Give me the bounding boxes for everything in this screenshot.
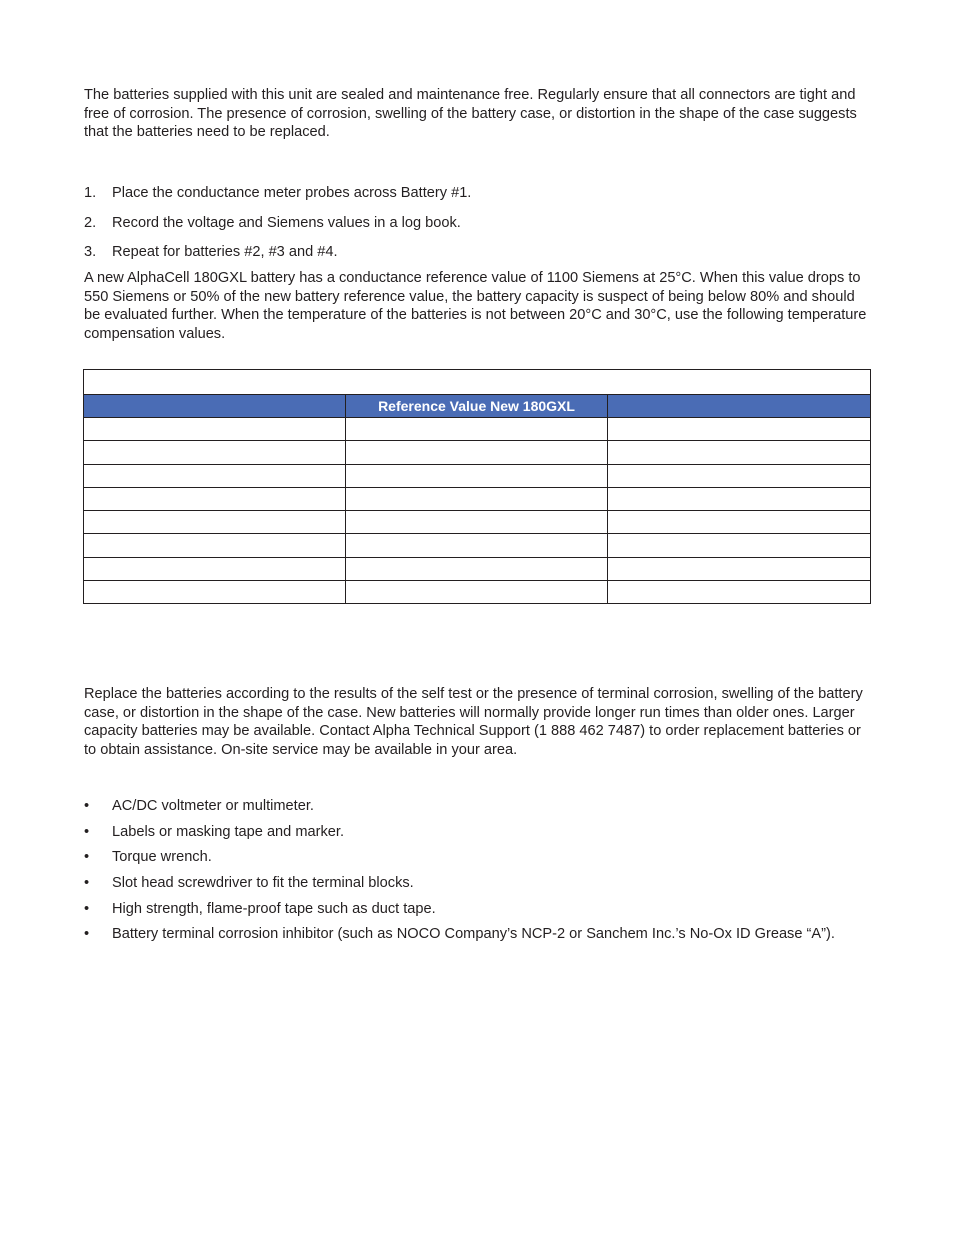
table-cell [84,511,346,534]
tool-list-item [84,823,869,842]
table-cell [84,557,346,580]
bullet-marker: • [84,875,90,891]
table-cell [84,441,346,464]
bullet-marker: • [84,824,90,840]
table-cell [84,418,346,441]
table-cell [608,557,871,580]
tool-text: Torque wrench. [112,849,212,865]
table-row [84,511,871,534]
bullet-marker: • [84,901,90,917]
tool-text: High strength, flame-proof tape such as duct tape. [112,901,436,917]
table-row [84,581,871,604]
table-row [84,464,871,487]
table-cell [84,581,346,604]
table-cell [608,581,871,604]
step-text: Record the voltage and Siemens values in a log book. [112,215,461,231]
table-cell [346,557,608,580]
step-item [84,184,869,203]
table-cell [608,511,871,534]
tool-list-item [84,925,869,944]
tool-text: Battery terminal corrosion inhibitor (such as NOCO Company’s NCP-2 or Sanchem Inc.’s No-Ox ID Grease “A”). [112,926,835,942]
bullet-marker: • [84,926,90,942]
table-cell [346,418,608,441]
table-cell [346,581,608,604]
intro-paragraph: The batteries supplied with this unit are sealed and maintenance free. Regularly ensure that all connectors are tight and free of corrosion. The presence of corrosion, swelling of the battery case, or distortion in the shape of the case suggests that the batteries need to be replaced. [84,87,857,140]
table-cell [346,464,608,487]
table-cell [608,418,871,441]
table-header-row [84,395,871,418]
table-row [84,487,871,510]
table-cell [84,487,346,510]
conductance-paragraph: A new AlphaCell 180GXL battery has a conductance reference value of 1100 Siemens at 25°C. When this value drops to 550 Siemens or 50% of the new battery reference value, the battery capacity is suspect of being below 80% and should be evaluated further. When the temperature of the batteries is not between 20°C and 30°C, use the following temperature compensation values. [84,270,867,342]
table-title-row [84,370,871,395]
step-text: Repeat for batteries #2, #3 and #4. [112,244,338,260]
table-row [84,557,871,580]
table-header-cell [84,395,346,418]
step-text: Place the conductance meter probes across Battery #1. [112,185,472,201]
bullet-marker: • [84,849,90,865]
tool-text: AC/DC voltmeter or multimeter. [112,798,314,814]
table-cell [346,534,608,557]
table-cell [608,464,871,487]
step-number: 3. [84,244,97,260]
table-cell [346,511,608,534]
table-row [84,534,871,557]
table-header-cell: Reference Value New 180GXL [346,395,608,418]
tool-list-item [84,797,869,816]
table-cell [608,487,871,510]
tool-text: Slot head screwdriver to fit the terminal blocks. [112,875,414,891]
step-item [84,214,869,233]
tool-text: Labels or masking tape and marker. [112,824,345,840]
tool-list-item [84,874,869,893]
step-item [84,243,869,262]
tool-list-item [84,900,869,919]
table-cell [608,534,871,557]
table-cell [608,441,871,464]
table-cell [346,487,608,510]
table-cell [84,534,346,557]
table-title [84,370,871,395]
table-cell [84,464,346,487]
table-row [84,418,871,441]
table-row [84,441,871,464]
step-number: 1. [84,185,97,201]
tool-list-item [84,848,869,867]
table-header-cell [608,395,871,418]
bullet-marker: • [84,798,90,814]
replace-paragraph: Replace the batteries according to the results of the self test or the presence of terminal corrosion, swelling of the battery case, or distortion in the shape of the case. New batteries will normally provide longer run times than older ones. Larger capacity batteries may be available. Contact Alpha Technical Support (1 888 462 7487) to order replacement batteries or to obtain assistance. On-site service may be available in your area. [84,686,863,758]
table-cell [346,441,608,464]
step-number: 2. [84,215,97,231]
temperature-compensation-table [83,369,871,604]
